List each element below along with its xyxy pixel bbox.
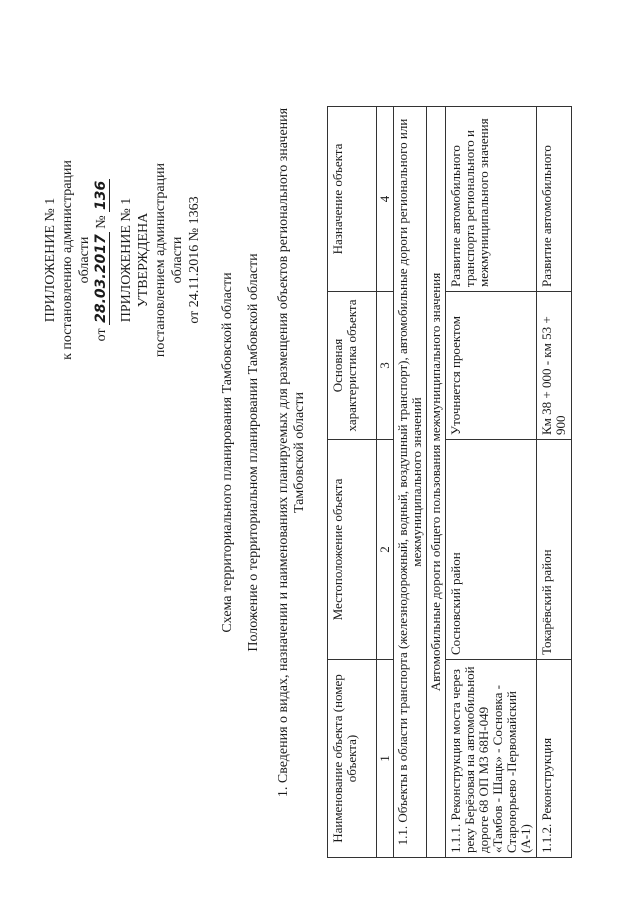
- row-location: Токарёвский район: [537, 440, 572, 660]
- appendix-heading-2: ПРИЛОЖЕНИЕ № 1: [119, 197, 134, 323]
- row-object-name: 1.1.1. Реконструкция моста через реку Берёзовая на автомобильной дороге 68 ОП М3 68Н-049 «Тамбов - Шацк» - Сосновка - Староюрьево -Первомайский (А-1): [446, 660, 537, 858]
- row-purpose: Развитие автомобильного: [537, 107, 572, 292]
- column-number-row: [377, 107, 394, 858]
- approved-date-number: от 24.11.2016 № 1363: [187, 196, 202, 324]
- column-number: 2: [377, 440, 394, 660]
- header-location: Местоположение объекта: [328, 440, 377, 660]
- objects-table: [327, 106, 572, 858]
- header-object-name: Наименование объекта (номер объекта): [328, 660, 377, 858]
- row-characteristic: Км 38 + 000 - км 53 + 900: [537, 292, 572, 440]
- resolution-date-line: [93, 140, 110, 380]
- number-sign: №: [94, 215, 109, 229]
- subsection-heading: Автомобильные дороги общего пользования межмуниципального значения: [427, 107, 446, 858]
- approval-stamp-block: [42, 140, 203, 380]
- row-location: Сосновский район: [446, 440, 537, 660]
- row-object-name: 1.1.2. Реконструкция: [537, 660, 572, 858]
- from-prefix: от: [94, 328, 109, 342]
- section-1-1-heading: 1.1. Объекты в области транспорта (железнодорожный, водный, воздушный транспорт), автомобильные дороги регионального или межмуниципального значений: [394, 107, 427, 858]
- scheme-title: Схема территориального планирования Тамбовской области: [220, 272, 235, 633]
- column-number: 3: [377, 292, 394, 440]
- approved-label: УТВЕРЖДЕНА: [136, 212, 151, 308]
- column-number: 4: [377, 107, 394, 292]
- handwritten-date: 28.03.2017: [93, 234, 109, 323]
- header-purpose: Назначение объекта: [328, 107, 377, 292]
- regulation-title: Положение о территориальном планировании Тамбовской области: [246, 253, 261, 652]
- row-characteristic: Уточняется проектом: [446, 292, 537, 440]
- section-row: [394, 107, 427, 858]
- table-row: [537, 107, 572, 858]
- row-purpose: Развитие автомобильного транспорта регионального и межмуниципального значения: [446, 107, 537, 292]
- table-row: [446, 107, 537, 858]
- table-header-row: [328, 107, 377, 858]
- header-characteristic: Основная характеристика объекта: [328, 292, 377, 440]
- approved-by: постановлением администрации области: [153, 162, 185, 358]
- resolution-reference: к постановлению администрации области: [60, 160, 92, 360]
- section-1-title-line2: Тамбовской области: [292, 391, 307, 514]
- subsection-row: [427, 107, 446, 858]
- appendix-heading: ПРИЛОЖЕНИЕ № 1: [43, 197, 58, 323]
- section-1-title-line1: 1. Сведения о видах, назначении и наименованиях планируемых для размещения объектов регионального значения: [276, 107, 291, 798]
- handwritten-number: 136: [93, 180, 109, 210]
- column-number: 1: [377, 660, 394, 858]
